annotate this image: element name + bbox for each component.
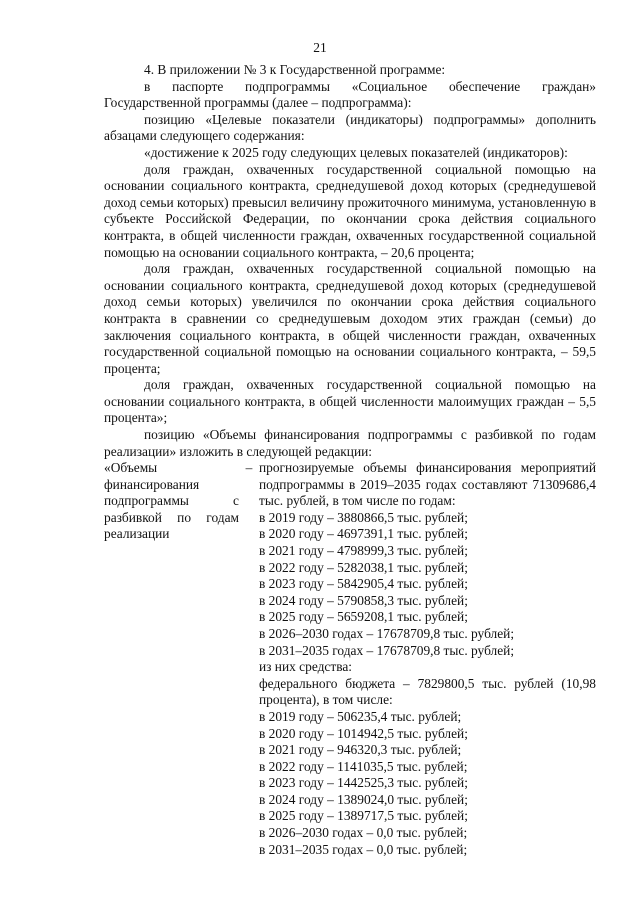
federal-year-line: в 2019 году – 506235,4 тыс. рублей; xyxy=(259,708,462,724)
federal-year-line: в 2024 году – 1389024,0 тыс. рублей; xyxy=(259,791,468,807)
paragraph: доля граждан, охваченных государственной социальной помощью на основании социального контракта, среднедушевой доход которых (среднедушевой доход семьи которых) превысил величину прожиточного минимума, установленную в субъекте Российской Федерации, по окончании срока действия социального контракта, в общей численности граждан, охваченных государственной социальной помощью на основании социального контракта, – 20,6 процента; xyxy=(104,161,596,260)
financing-table xyxy=(104,460,596,858)
document-body xyxy=(104,62,596,460)
dash-separator: – xyxy=(245,460,253,475)
total-year-line: в 2024 году – 5790858,3 тыс. рублей; xyxy=(259,592,468,608)
paragraph: 4. В приложении № 3 к Государственной программе: xyxy=(144,62,446,77)
paragraph: доля граждан, охваченных государственной социальной помощью на основании социального контракта, среднедушевой доход которых (среднедушевой доход семьи которых) увеличился по окончании срока действия социального контракта в сравнении со среднедушевым доходом этих граждан (семьи) до заключения социального контракта, в общей численности граждан, охваченных государственной социальной помощью на основании социального контракта, – 59,5 процента; xyxy=(104,261,596,376)
total-year-line: в 2020 году – 4697391,1 тыс. рублей; xyxy=(259,526,468,542)
financing-label: «Объемы финансирования подпрограммы с разбивкой по годам реализации xyxy=(104,460,239,542)
paragraph: позицию «Целевые показатели (индикаторы) подпрограммы» дополнить абзацами следующего содержания: xyxy=(104,111,596,144)
financing-details xyxy=(259,460,596,858)
page-number: 21 xyxy=(313,40,327,55)
total-year-line: в 2025 году – 5659208,1 тыс. рублей; xyxy=(259,609,468,625)
paragraph: «достижение к 2025 году следующих целевых показателей (индикаторов): xyxy=(144,144,568,160)
federal-intro: федерального бюджета – 7829800,5 тыс. рублей (10,98 процента), в том числе: xyxy=(259,675,596,708)
paragraph: доля граждан, охваченных государственной социальной помощью на основании социального контракта, в общей численности малоимущих граждан – 5,5 процента»; xyxy=(104,377,596,426)
federal-year-line: в 2025 году – 1389717,5 тыс. рублей; xyxy=(259,808,468,824)
total-year-line: в 2023 году – 5842905,4 тыс. рублей; xyxy=(259,576,468,592)
total-year-line: в 2031–2035 годах – 17678709,8 тыс. рублей; xyxy=(259,642,515,658)
total-year-line: в 2019 году – 3880866,5 тыс. рублей; xyxy=(259,509,468,525)
federal-year-line: в 2020 году – 1014942,5 тыс. рублей; xyxy=(259,725,468,741)
total-year-line: в 2026–2030 годах – 17678709,8 тыс. рублей; xyxy=(259,625,515,641)
federal-year-line: в 2026–2030 годах – 0,0 тыс. рублей; xyxy=(259,825,468,841)
federal-year-line: в 2031–2035 годах – 0,0 тыс. рублей; xyxy=(259,841,468,857)
federal-year-line: в 2022 году – 1141035,5 тыс. рублей; xyxy=(259,758,468,774)
total-year-line: в 2021 году – 4798999,3 тыс. рублей; xyxy=(259,542,468,558)
paragraph: в паспорте подпрограммы «Социальное обеспечение граждан» Государственной программы (далее – подпрограмма): xyxy=(104,78,596,111)
federal-year-line: в 2021 году – 946320,3 тыс. рублей; xyxy=(259,742,462,758)
sources-label: из них средства: xyxy=(259,659,353,675)
total-year-line: в 2022 году – 5282038,1 тыс. рублей; xyxy=(259,559,468,575)
financing-intro: прогнозируемые объемы финансирования мероприятий подпрограммы в 2019–2035 годах составляют 71309686,4 тыс. рублей, в том числе по годам: xyxy=(259,460,596,509)
paragraph: позицию «Объемы финансирования подпрограммы с разбивкой по годам реализации» изложить в следующей редакции: xyxy=(104,427,596,459)
federal-year-line: в 2023 году – 1442525,3 тыс. рублей; xyxy=(259,775,468,791)
